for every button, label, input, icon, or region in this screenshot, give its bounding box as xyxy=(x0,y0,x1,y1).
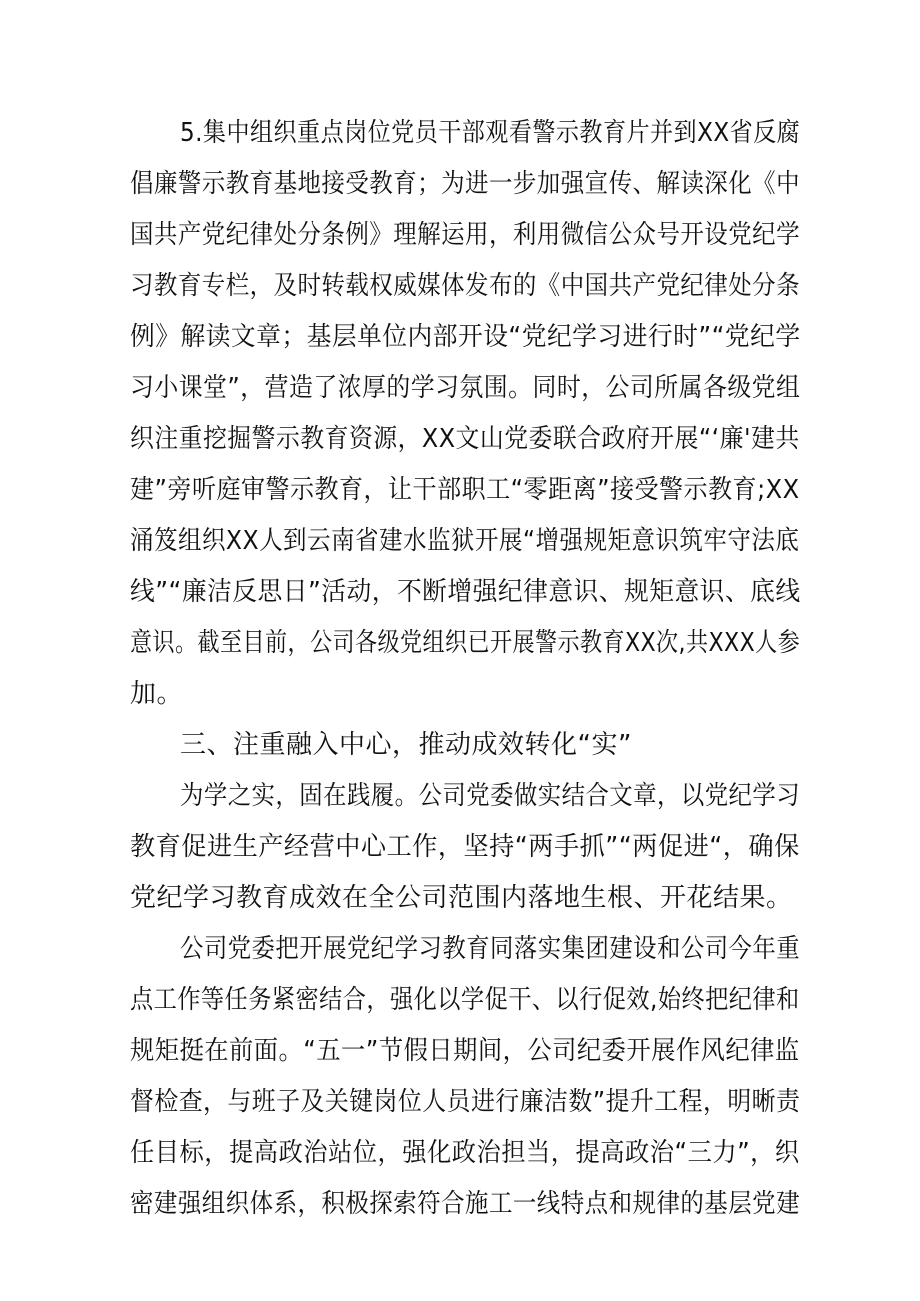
text-line: 习教育专栏，及时转载权威媒体发布的《中国共产党纪律处分条 xyxy=(130,271,801,301)
text-line: 公司党委把开展党纪学习教育同落实集团建设和公司今年重 xyxy=(180,934,801,964)
text-line: 倡廉警示教育基地接受教育；为进一步加强宣传、解读深化《中 xyxy=(130,169,801,199)
text-line: 规矩挺在前面。“五一”节假日期间，公司纪委开展作风纪律监 xyxy=(130,1036,800,1066)
text-line: 任目标，提高政治站位，强化政治担当，提高政治“三力”，织 xyxy=(130,1138,800,1168)
text-line: 加。 xyxy=(130,679,184,709)
text-line: 织注重挖掘警示教育资源，XX文山党委联合政府开展“‘廉'建共 xyxy=(130,424,800,454)
text-line: 意识。截至目前，公司各级党组织已开展警示教育XX次,共XXX人参 xyxy=(130,628,801,658)
text-line: 习小课堂”，营造了浓厚的学习氛围。同时，公司所属各级党组 xyxy=(130,373,801,403)
text-line: 党纪学习教育成效在全公司范围内落地生根、开花结果。 xyxy=(130,883,793,913)
text-line: 涌笈组织XX人到云南省建水监狱开展“增强规矩意识筑牢守法底 xyxy=(130,526,800,556)
text-line: 为学之实，固在践履。公司党委做实结合文章，以党纪学习 xyxy=(180,781,801,811)
text-line: 督检查，与班子及关键岗位人员进行廉洁数”提升工程，明晰责 xyxy=(130,1087,801,1117)
text-line: 点工作等任务紧密结合，强化以学促干、以行促效,始终把纪律和 xyxy=(130,985,800,1015)
text-line: 线”“廉洁反思日”活动，不断增强纪律意识、规矩意识、底线 xyxy=(130,577,801,607)
text-line: 国共产党纪律处分条例》理解运用，利用微信公众号开设党纪学 xyxy=(130,220,801,250)
text-line: 建”旁听庭审警示教育，让干部职工“零距离”接受警示教育;XX xyxy=(130,475,800,505)
text-line: 密建强组织体系，积极探索符合施工一线特点和规律的基层党建 xyxy=(130,1189,801,1219)
text-line: 例》解读文章；基层单位内部开设“党纪学习进行时”“党纪学 xyxy=(130,322,801,352)
text-line: 5.集中组织重点岗位党员干部观看警示教育片并到XX省反腐 xyxy=(180,118,801,148)
section-heading: 三、注重融入中心，推动成效转化“实” xyxy=(180,730,632,760)
text-line: 教育促进生产经营中心工作，坚持“两手抓”“两促进“，确保 xyxy=(130,832,800,862)
